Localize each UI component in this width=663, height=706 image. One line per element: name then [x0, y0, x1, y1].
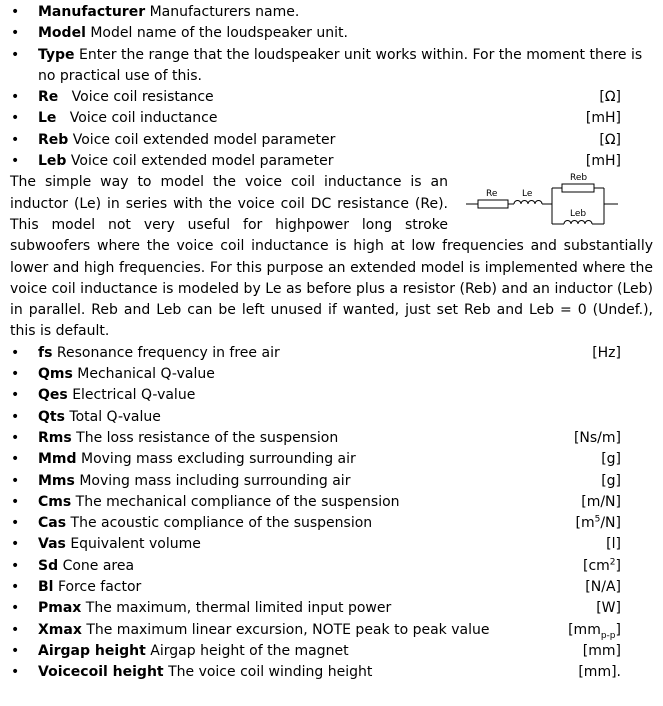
list-item	[0, 385, 663, 406]
desc-qts: Total Q-value	[69, 408, 161, 425]
parameter-list	[0, 343, 663, 684]
label-le: Le	[522, 189, 533, 200]
term-xmax: Xmax	[38, 621, 82, 638]
list-item	[0, 428, 663, 449]
list-item	[0, 407, 663, 428]
bullet: •	[11, 153, 20, 170]
unit-reb: [Ω]	[599, 131, 621, 148]
list-item	[0, 513, 663, 534]
list-item	[0, 130, 663, 151]
unit-fs: [Hz]	[592, 344, 621, 361]
desc-manufacturer: Manufacturers name.	[149, 4, 300, 20]
bullet: •	[11, 664, 20, 681]
bullet: •	[11, 579, 20, 596]
list-item	[0, 662, 663, 683]
unit-bl: [N/A]	[585, 579, 621, 596]
desc-qms: Mechanical Q-value	[77, 366, 215, 383]
inductor-le-symbol	[514, 201, 542, 205]
desc-re: Voice coil resistance	[71, 89, 214, 106]
unit-re: [Ω]	[599, 89, 621, 106]
term-airgap-height: Airgap height	[38, 642, 146, 659]
bullet: •	[11, 344, 20, 361]
bullet: •	[11, 536, 20, 553]
desc-qes: Electrical Q-value	[72, 387, 196, 404]
desc-sd: Cone area	[62, 557, 135, 574]
list-item	[0, 577, 663, 598]
desc-le: Voice coil inductance	[69, 110, 218, 127]
desc-pmax: The maximum, thermal limited input power	[85, 600, 392, 617]
unit-sd: $[cm^2]$	[583, 557, 621, 574]
term-qes: Qes	[38, 387, 68, 404]
list-item	[0, 534, 663, 555]
bullet: •	[11, 515, 20, 532]
unit-xmax: $[mm_{p-p}]$	[568, 621, 621, 641]
term-rms: Rms	[38, 429, 72, 446]
resistor-reb-symbol	[562, 184, 594, 192]
label-reb: Reb	[570, 173, 588, 184]
bullet: •	[11, 89, 20, 106]
paragraph-text: The simple way to model the voice coil inductance is an inductor (Le) in series with the voice coil DC resistance (Re). This model not very useful for highpower long stroke subwoofers where the voice coil inductance is high at low frequencies and substantially lower and high frequencies. For this purpose an extended model is implemented where the voice coil inductance is modeled by Le as before plus a resistor (Reb) and an inductor (Leb) in parallel. Reb and Leb can be left unused if wanted, just set Reb and Leb = 0 (Undef.), this is default.	[10, 174, 653, 340]
term-cms: Cms	[38, 493, 72, 510]
desc-voicecoil-height: The voice coil winding height	[168, 664, 373, 681]
list-item	[0, 641, 663, 662]
explanation-paragraph	[10, 172, 653, 342]
list-item	[0, 108, 663, 129]
term-vas: Vas	[38, 536, 66, 553]
term-manufacturer: Manufacturer	[38, 4, 146, 20]
list-item	[0, 598, 663, 619]
label-leb: Leb	[570, 209, 587, 220]
unit-mmd: [g]	[601, 451, 621, 468]
unit-airgap-height: [mm]	[582, 642, 621, 659]
unit-pmax: [W]	[596, 600, 621, 617]
desc-vas: Equivalent volume	[70, 536, 201, 553]
term-qms: Qms	[38, 366, 73, 383]
unit-cas: $[m^5/N]$	[575, 514, 621, 532]
bullet: •	[11, 429, 20, 446]
voice-coil-circuit-diagram	[458, 172, 653, 234]
unit-cms: [m/N]	[581, 493, 621, 510]
desc-cms: The mechanical compliance of the suspension	[75, 493, 400, 510]
term-mms: Mms	[38, 472, 75, 489]
desc-cas: The acoustic compliance of the suspension	[70, 515, 373, 532]
term-mmd: Mmd	[38, 451, 77, 468]
bullet: •	[11, 642, 20, 659]
bullet: •	[11, 451, 20, 468]
bullet: •	[11, 131, 20, 148]
bullet: •	[11, 387, 20, 404]
bullet: •	[11, 25, 20, 42]
list-item	[0, 364, 663, 385]
term-sd: Sd	[38, 557, 59, 574]
term-reb: Reb	[38, 131, 69, 148]
term-voicecoil-height: Voicecoil height	[38, 664, 164, 681]
resistor-re-symbol	[478, 200, 508, 208]
list-item	[0, 87, 663, 108]
desc-reb: Voice coil extended model parameter	[72, 131, 336, 148]
bullet: •	[11, 4, 20, 20]
term-le: Le	[38, 110, 57, 127]
term-model: Model	[38, 25, 86, 42]
term-re: Re	[38, 89, 59, 106]
desc-mmd: Moving mass excluding surrounding air	[81, 451, 356, 468]
list-item	[0, 343, 663, 364]
bullet: •	[11, 621, 20, 638]
term-cas: Cas	[38, 515, 67, 532]
bullet: •	[11, 46, 20, 63]
unit-rms: [Ns/m]	[573, 429, 621, 446]
bullet: •	[11, 366, 20, 383]
list-item	[0, 449, 663, 470]
desc-leb: Voice coil extended model parameter	[70, 153, 334, 170]
desc-type: Enter the range that the loudspeaker unit works within. For the moment there is no practical use of this.	[38, 46, 643, 84]
bullet: •	[11, 472, 20, 489]
unit-mms: [g]	[601, 472, 621, 489]
inductor-leb-symbol	[564, 221, 592, 225]
term-leb: Leb	[38, 153, 67, 170]
term-pmax: Pmax	[38, 600, 82, 617]
desc-xmax: The maximum linear excursion, NOTE peak to peak value	[86, 621, 490, 638]
bullet: •	[11, 408, 20, 425]
term-type: Type	[38, 46, 75, 63]
label-re: Re	[486, 189, 498, 200]
unit-voicecoil-height: [mm].	[578, 664, 621, 681]
bullet: •	[11, 557, 20, 574]
list-item	[0, 2, 663, 23]
desc-rms: The loss resistance of the suspension	[76, 429, 339, 446]
term-bl: Bl	[38, 579, 54, 596]
unit-leb: [mH]	[585, 153, 621, 170]
unit-vas: [l]	[606, 536, 621, 553]
list-item	[0, 471, 663, 492]
term-fs: fs	[38, 344, 53, 361]
list-item	[0, 556, 663, 577]
list-item	[0, 23, 663, 44]
bullet: •	[11, 110, 20, 127]
list-item	[0, 151, 663, 172]
desc-fs: Resonance frequency in free air	[56, 344, 280, 361]
desc-mms: Moving mass including surrounding air	[79, 472, 351, 489]
desc-model: Model name of the loudspeaker unit.	[90, 25, 348, 42]
list-item	[0, 45, 663, 88]
list-item	[0, 620, 663, 641]
term-qts: Qts	[38, 408, 65, 425]
bullet: •	[11, 493, 20, 510]
desc-bl: Force factor	[57, 579, 142, 596]
desc-airgap-height: Airgap height of the magnet	[150, 642, 349, 659]
unit-le: [mH]	[585, 110, 621, 127]
list-item	[0, 492, 663, 513]
bullet: •	[11, 600, 20, 617]
